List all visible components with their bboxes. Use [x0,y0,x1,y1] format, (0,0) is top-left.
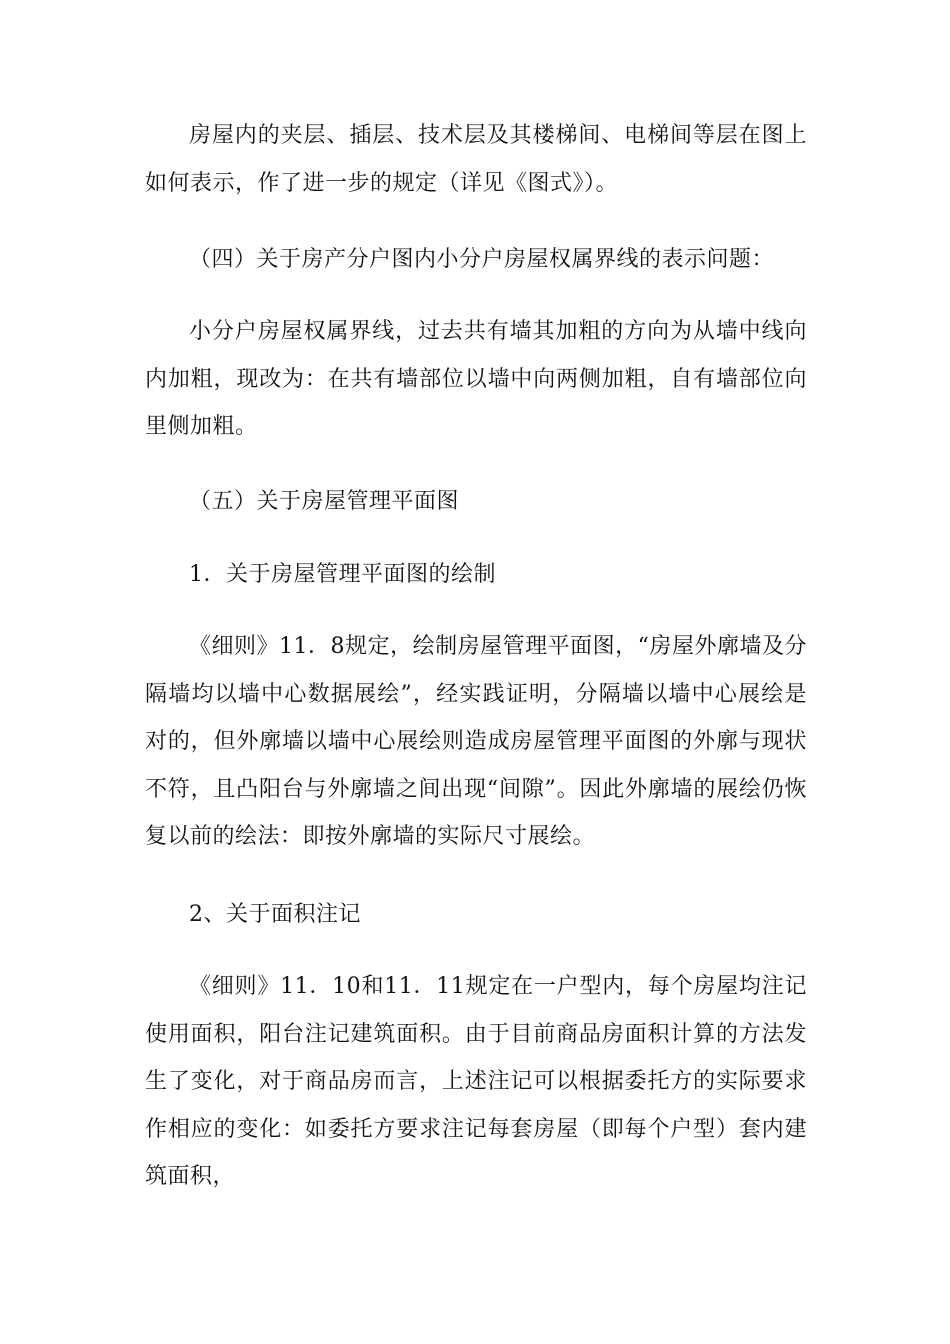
paragraph-plan-drawing: 《细则》11．8规定，绘制房屋管理平面图，“房屋外廓墙及分隔墙均以墙中心数据展绘”，经实践证明，分隔墙以墙中心展绘是对的，但外廓墙以墙中心展绘则造成房屋管理平面图的外廓与现状不符，且凸阳台与外廓墙之间出现“间隙”。因此外廓墙的展绘仍恢复以前的绘法：即按外廓墙的实际尺寸展绘。 [145,634,807,850]
heading-item-two: 2、关于面积注记 [189,902,361,927]
heading-section-four: （四）关于房产分户图内小分户房屋权属界线的表示问题： [189,247,775,272]
paragraph-floor-layers: 房屋内的夹层、插层、技术层及其楼梯间、电梯间等层在图上如何表示，作了进一步的规定（详见《图式》）。 [145,123,807,196]
heading-item-one: 1．关于房屋管理平面图的绘制 [189,562,496,587]
paragraph-area-notation: 《细则》11．10和11．11规定在一户型内，每个房屋均注记使用面积，阳台注记建筑面积。由于目前商品房面积计算的方法发生了变化，对于商品房而言，上述注记可以根据委托方的实际要求作相应的变化：如委托方要求注记每套房屋（即每个户型）套内建筑面积， [145,974,807,1190]
paragraph-ownership-lines: 小分户房屋权属界线，过去共有墙其加粗的方向为从墙中线向内加粗，现改为：在共有墙部位以墙中向两侧加粗，自有墙部位向里侧加粗。 [145,319,807,440]
heading-section-five: （五）关于房屋管理平面图 [189,489,460,514]
